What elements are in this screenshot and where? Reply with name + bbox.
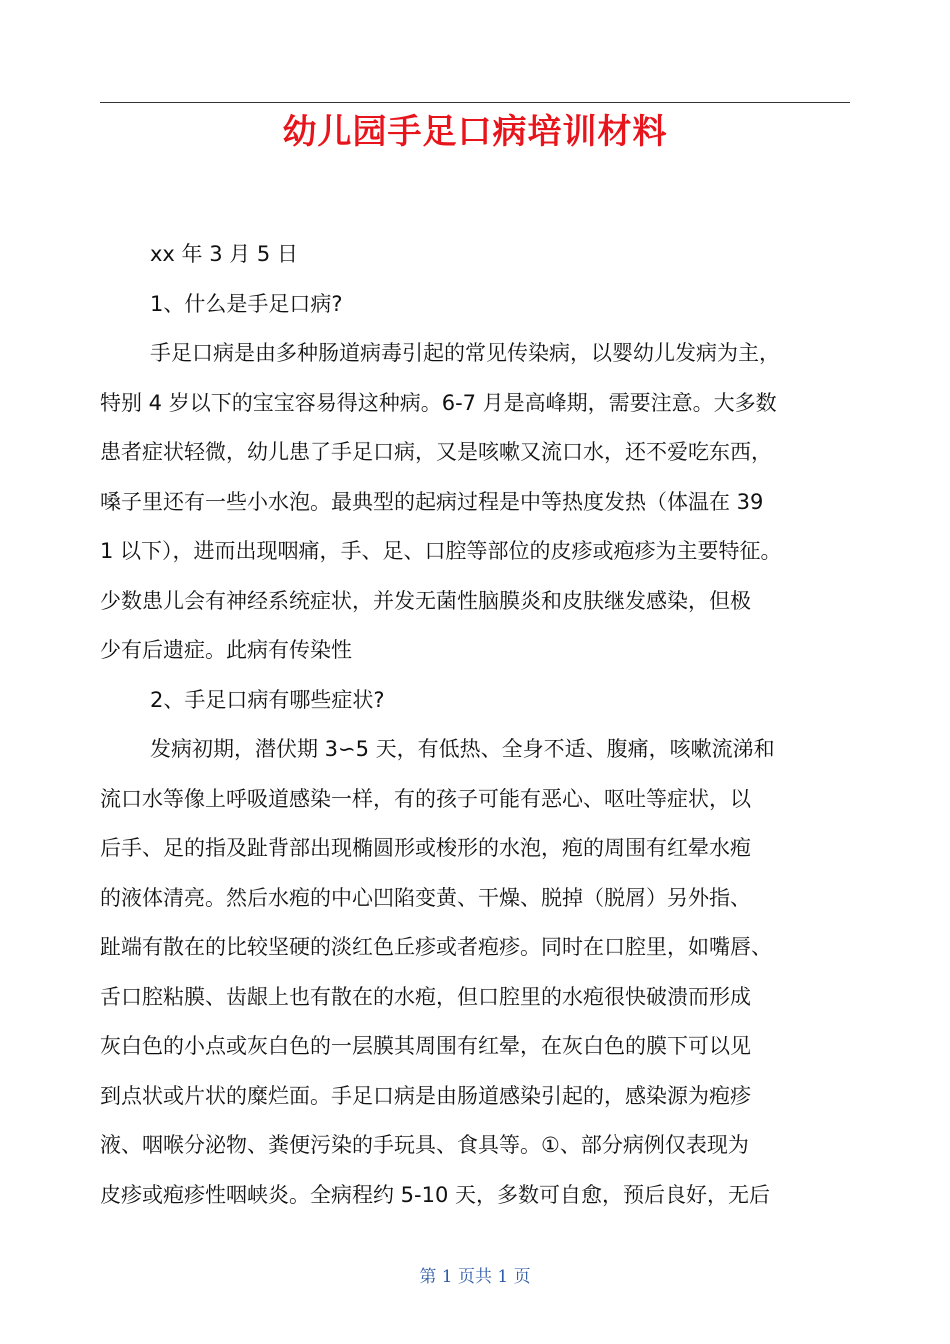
page-number-footer: 第 1 页共 1 页 <box>419 1267 531 1287</box>
body-line: 到点状或片状的糜烂面。手足口病是由肠道感染引起的，感染源为疱疹 <box>100 1083 751 1108</box>
body-line: 趾端有散在的比较坚硬的淡红色丘疹或者疱疹。同时在口腔里，如嘴唇、 <box>100 935 772 959</box>
document-title: 幼儿园手足口病培训材料 <box>282 112 668 152</box>
body-line: 灰白色的小点或灰白色的一层膜其周围有红晕，在灰白色的膜下可以见 <box>100 1034 751 1058</box>
body-line: 1 以下），进而出现咽痛，手、足、口腔等部位的皮疹或疱疹为主要特征。 <box>100 539 782 563</box>
body-line: 患者症状轻微，幼儿患了手足口病，又是咳嗽又流口水，还不爱吃东西， <box>100 440 772 464</box>
body-line: 手足口病是由多种肠道病毒引起的常见传染病，以婴幼儿发病为主， <box>150 341 780 365</box>
body-line: xx 年 3 月 5 日 <box>150 242 298 266</box>
body-line: 舌口腔粘膜、齿龈上也有散在的水疱，但口腔里的水疱很快破溃而形成 <box>100 984 751 1009</box>
body-line: 嗓子里还有一些小水泡。最典型的起病过程是中等热度发热（体温在 39 <box>100 489 764 514</box>
body-line: 2、手足口病有哪些症状? <box>150 687 385 712</box>
body-line: 流口水等像上呼吸道感染一样，有的孩子可能有恶心、呕吐等症状，以 <box>100 786 751 811</box>
body-line: 少有后遗症。此病有传染性 <box>100 638 352 662</box>
body-line: 皮疹或疱疹性咽峡炎。全病程约 5-10 天，多数可自愈，预后良好，无后 <box>100 1182 771 1207</box>
body-line: 特别 4 岁以下的宝宝容易得这种病。6-7 月是高峰期，需要注意。大多数 <box>100 390 777 415</box>
body-line: 发病初期，潜伏期 3∽5 天，有低热、全身不适、腹痛，咳嗽流涕和 <box>150 737 775 761</box>
body-line: 液、咽喉分泌物、粪便污染的手玩具、食具等。①、部分病例仅表现为 <box>100 1133 749 1157</box>
document-body <box>100 230 860 1220</box>
body-line: 后手、足的指及趾背部出现椭圆形或梭形的水泡，疱的周围有红晕水疱 <box>100 836 751 860</box>
body-line: 少数患儿会有神经系统症状，并发无菌性脑膜炎和皮肤继发感染，但极 <box>100 588 751 613</box>
body-line: 的液体清亮。然后水疱的中心凹陷变黄、干燥、脱掉（脱屑）另外指、 <box>100 885 751 910</box>
header-rule <box>100 102 850 103</box>
body-line: 1、什么是手足口病? <box>150 291 343 316</box>
